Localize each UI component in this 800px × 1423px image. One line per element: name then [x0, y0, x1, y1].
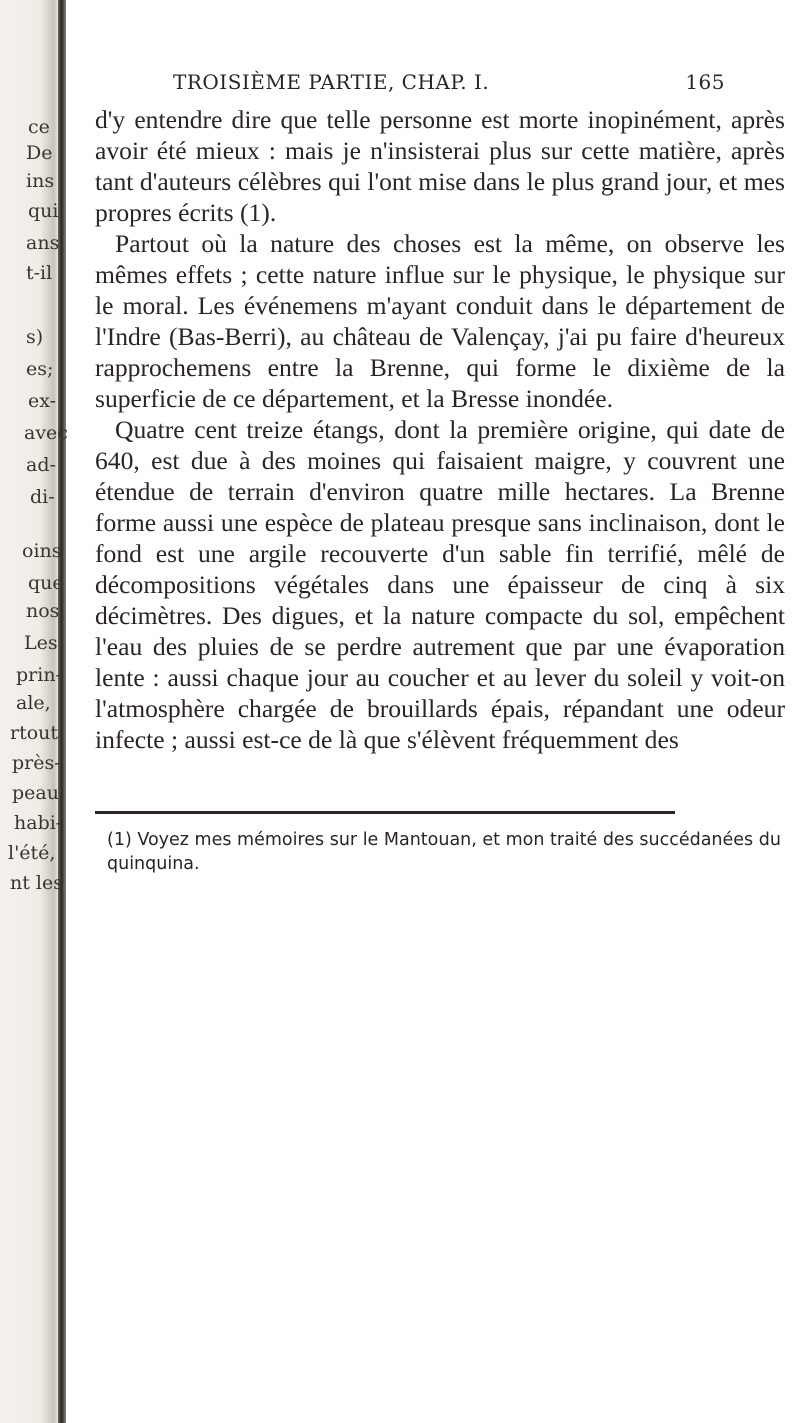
facing-fragment: rtout — [10, 722, 59, 744]
paragraph: Partout où la nature des choses est la même, on observe les mêmes effets ; cette nature influe sur le physique, le physique sur le moral. Les événemens m'ayant conduit dans le département de l'Indre (Bas-Berri), au château de Valençay, j'ai pu faire d'heureux rapprochemens entre la Brenne, qui forme le dixième de la superficie de ce département, et la Bresse inondée. — [95, 229, 785, 413]
facing-fragment: avec — [24, 422, 68, 444]
facing-fragment: Les — [24, 632, 58, 654]
facing-fragment: nos — [26, 600, 60, 622]
main-text — [95, 104, 785, 755]
footnote-separator — [95, 811, 675, 814]
facing-fragment: ce — [28, 116, 50, 138]
facing-fragment: près- — [12, 752, 61, 774]
facing-fragment: s) — [26, 326, 44, 348]
facing-fragment: l'été, — [8, 842, 56, 864]
paragraph: Quatre cent treize étangs, dont la première origine, qui date de 640, est due à des moines qui faisaient maigre, y couvrent une étendue de terrain d'environ quatre mille hectares. La Brenne forme aussi une espèce de plateau presque sans inclinaison, dont le fond est une argile recouverte d'un sable fin terrifié, mêlé de décompositions végétales dans une épaisseur de cinq à six décimètres. Des digues, et la nature compacte du sol, empêchent l'eau des pluies de se perdre autrement que par une évaporation lente : aussi chaque jour au coucher et au lever du soleil y voit-on l'atmosphère chargée de brouillards épais, répandant une odeur infecte ; aussi est-ce de là que s'élèvent fréquemment des — [95, 415, 785, 754]
facing-fragment: prin- — [16, 664, 62, 686]
facing-fragment: es; — [26, 358, 54, 380]
book-page — [95, 70, 785, 876]
page-number: 165 — [685, 70, 725, 94]
facing-fragment: De — [26, 142, 53, 164]
paragraph: d'y entendre dire que telle personne est morte inopinément, après avoir été mieux : mais je n'insisterai plus sur cette matière, après tant d'auteurs célèbres qui l'ont mise dans le plus grand jour, et mes propres écrits (1). — [95, 105, 785, 227]
facing-fragment: ins — [26, 170, 55, 192]
facing-page-bleed — [0, 0, 68, 900]
facing-fragment: ex- — [28, 390, 57, 412]
facing-fragment: oins — [22, 540, 62, 562]
facing-fragment: ale, — [16, 692, 51, 714]
running-title: TROISIÈME PARTIE, CHAP. I. — [173, 70, 490, 94]
facing-fragment: di- — [30, 486, 55, 508]
book-gutter — [58, 0, 66, 1423]
facing-fragment: qui — [28, 200, 59, 222]
facing-fragment: nt les — [10, 872, 63, 894]
facing-fragment: t-il — [26, 262, 53, 284]
running-header — [173, 70, 725, 94]
footnote: (1) Voyez mes mémoires sur le Mantouan, et mon traité des succédanées du quinquina. — [107, 830, 781, 874]
facing-fragment: habi- — [14, 812, 63, 834]
facing-fragment: ans — [26, 232, 60, 254]
facing-fragment: que — [28, 572, 64, 594]
facing-fragment: peau, — [12, 782, 66, 804]
facing-fragment: ad- — [26, 454, 56, 476]
